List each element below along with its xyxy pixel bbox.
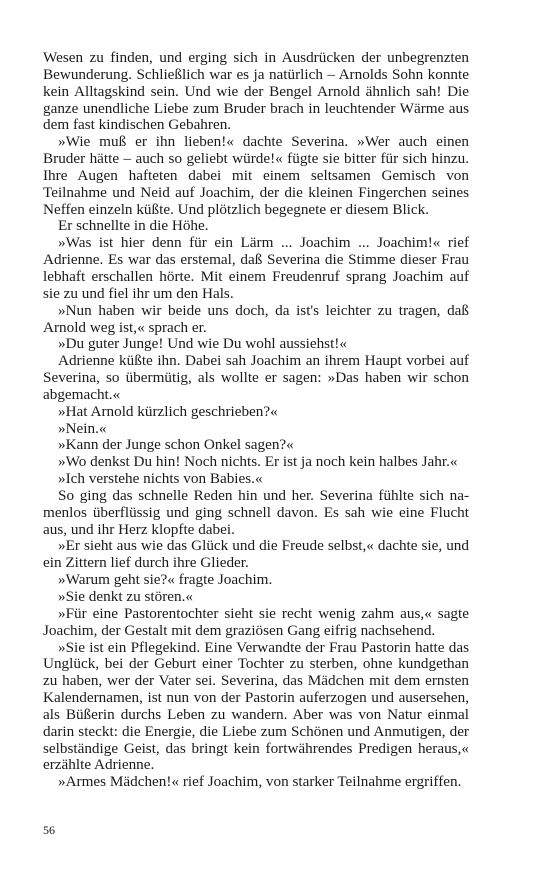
paragraph: »Sie ist ein Pflegekind. Eine Verwandte der Frau Pastorin hatte das Unglück, bei der Geburt einer Tochter zu sterben, ohne kundgethan zu haben, wer der Vater sei. Severina, das Mädchen mit dem ernsten Kalendernamen, ist nun von der Pastorin auferzogen und ausersehen, als Büßerin durchs Leben zu wandern. Aber was von Natur einmal darin steckt: die Energie, die Liebe zum Schönen und Anmutigen, der selbständige Geist, das bringt kein fortwährendes Predigen heraus,« erzählte Adrienne. [43,638,469,774]
paragraph: »Was ist hier denn für ein Lärm ... Joachim ... Joachim!« rief Adrienne. Es war das erstemal, daß Severina die Stimme dieser Frau lebhaft erschallen hörte. Mit einem Freudenruf sprang Joachim auf sie zu und fiel ihr um den Hals. [43,234,469,302]
paragraph: »Armes Mädchen!« rief Joachim, von starker Teilnahme ergriffen. [58,773,462,791]
paragraph: »Wo denkst Du hin! Noch nichts. Er ist ja noch kein halbes Jahr.« [58,453,458,471]
paragraph: »Nein.« [58,419,107,437]
paragraph: »Ich verstehe nichts von Babies.« [58,470,263,488]
page-number: 56 [43,823,55,837]
paragraph: »Warum geht sie?« fragte Joachim. [58,571,273,589]
paragraph: So ging das schnelle Reden hin und her. Severina fühlte sich namenlos überflüssig und ging schnell davon. Es sah wie eine Flucht aus, und ihr Herz klopfte dabei. [43,486,469,538]
paragraph: Er schnellte in die Höhe. [58,217,209,235]
paragraph: Adrienne küßte ihn. Dabei sah Joachim an ihrem Haupt vorbei auf Severina, so übermütig, als wollte er sagen: »Das haben wir schon abgemacht.« [43,352,469,403]
paragraph: »Kann der Junge schon Onkel sagen?« [58,436,294,454]
paragraph: Wesen zu finden, und erging sich in Ausdrücken der unbegrenzten Bewunderung. Schließlich war es ja natürlich – Arnolds Sohn konnte kein Alltagskind sein. Und wie der Bengel Arnold ähnlich sah! Die ganze unendliche Liebe zum Bruder brach in leuchtender Wärme aus dem fast kindischen Gebahren. [43,49,469,134]
paragraph: »Hat Arnold kürzlich geschrieben?« [58,402,278,420]
paragraph: »Nun haben wir beide uns doch, da ist's leichter zu tragen, daß Arnold weg ist,« sprach er. [43,301,469,336]
body-text [43,50,469,791]
paragraph: »Wie muß er ihn lieben!« dachte Severina. »Wer auch einen Bruder hätte – auch so geliebt würde!« fügte sie bitter für sich hinzu. Ihre Augen hafteten dabei mit einem seltsamen Gemisch von Teilnahme und Neid auf Joachim, der die kleinen Fingerchen seines Neffen einzeln küßte. Und plötzlich begegnete er diesem Blick. [43,133,469,218]
paragraph: »Für eine Pastorentochter sieht sie recht wenig zahm aus,« sagte Joachim, der Gestalt mit dem graziösen Gang eifrig nachsehend. [43,604,469,639]
paragraph: »Sie denkt zu stören.« [58,588,193,605]
paragraph: »Er sieht aus wie das Glück und die Freude selbst,« dachte sie, und ein Zittern lief durch ihre Glieder. [43,537,469,572]
paragraph: »Du guter Junge! Und wie Du wohl aussiehst!« [58,335,347,353]
